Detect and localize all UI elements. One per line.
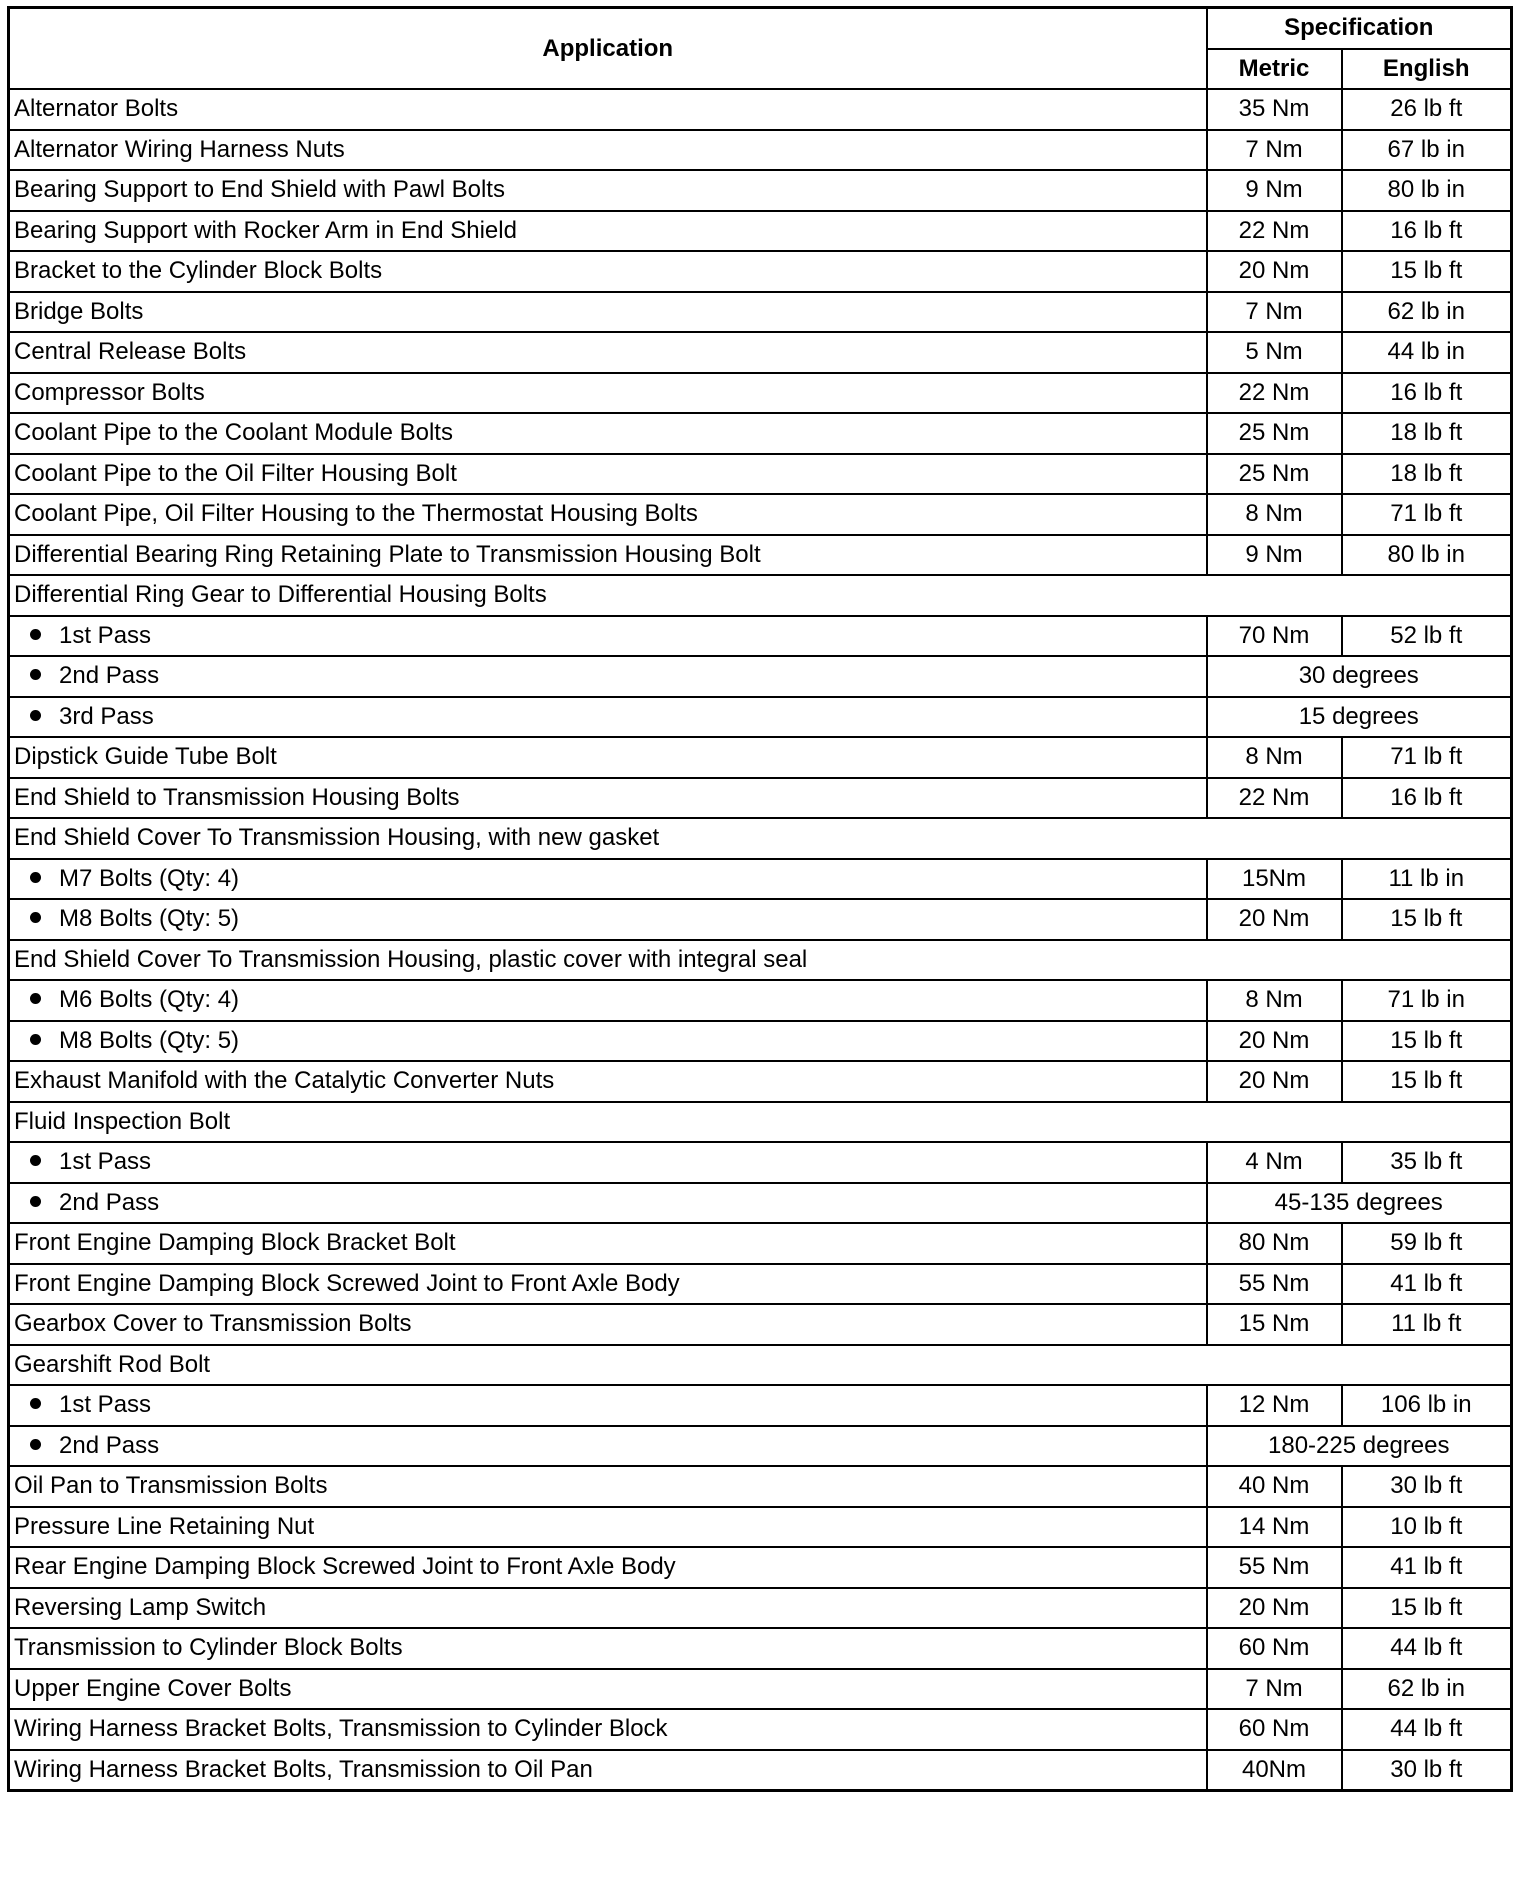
metric-cell: 25 Nm [1207, 454, 1342, 495]
table-row [9, 454, 1512, 495]
english-cell: 44 lb ft [1342, 1628, 1512, 1669]
table-group-row [9, 818, 1512, 859]
application-cell: Bearing Support to End Shield with Pawl Bolts [9, 170, 1207, 211]
table-row [9, 494, 1512, 535]
metric-cell: 40Nm [1207, 1750, 1342, 1791]
application-cell [9, 1142, 1207, 1183]
application-cell: Compressor Bolts [9, 373, 1207, 414]
english-cell: 18 lb ft [1342, 454, 1512, 495]
application-cell: Front Engine Damping Block Screwed Joint to Front Axle Body [9, 1264, 1207, 1305]
application-cell: Reversing Lamp Switch [9, 1588, 1207, 1629]
torque-specification-table [7, 6, 1513, 1792]
metric-cell: 20 Nm [1207, 1061, 1342, 1102]
header-row-top [9, 8, 1512, 49]
english-cell: 16 lb ft [1342, 211, 1512, 252]
metric-cell: 22 Nm [1207, 373, 1342, 414]
english-cell: 62 lb in [1342, 292, 1512, 333]
table-row [9, 1466, 1512, 1507]
application-cell [9, 616, 1207, 657]
application-cell: End Shield Cover To Transmission Housing, plastic cover with integral seal [9, 940, 1512, 981]
english-cell: 30 lb ft [1342, 1466, 1512, 1507]
metric-cell: 8 Nm [1207, 737, 1342, 778]
table-group-row [9, 1345, 1512, 1386]
table-row [9, 413, 1512, 454]
english-cell: 52 lb ft [1342, 616, 1512, 657]
english-cell: 15 lb ft [1342, 251, 1512, 292]
application-cell: Coolant Pipe to the Coolant Module Bolts [9, 413, 1207, 454]
metric-cell: 40 Nm [1207, 1466, 1342, 1507]
application-cell [9, 656, 1207, 697]
english-cell: 80 lb in [1342, 170, 1512, 211]
application-cell: Alternator Bolts [9, 89, 1207, 130]
bullet-icon [30, 1398, 41, 1409]
table-row [9, 332, 1512, 373]
application-label: 1st Pass [59, 621, 152, 649]
english-cell: 44 lb ft [1342, 1709, 1512, 1750]
english-cell: 18 lb ft [1342, 413, 1512, 454]
table-row [9, 535, 1512, 576]
metric-cell: 70 Nm [1207, 616, 1342, 657]
application-cell: Fluid Inspection Bolt [9, 1102, 1512, 1143]
english-cell: 106 lb in [1342, 1385, 1512, 1426]
application-label: M6 Bolts (Qty: 4) [59, 986, 240, 1014]
table-row [9, 1588, 1512, 1629]
specification-cell: 180-225 degrees [1207, 1426, 1512, 1467]
metric-cell: 25 Nm [1207, 413, 1342, 454]
application-cell: End Shield to Transmission Housing Bolts [9, 778, 1207, 819]
metric-cell: 12 Nm [1207, 1385, 1342, 1426]
table-body [9, 89, 1512, 1791]
table-row [9, 1021, 1512, 1062]
metric-cell: 15Nm [1207, 859, 1342, 900]
bullet-icon [30, 1196, 41, 1207]
english-cell: 67 lb in [1342, 130, 1512, 171]
table-row [9, 616, 1512, 657]
table-row [9, 778, 1512, 819]
table-row [9, 980, 1512, 1021]
table-header [9, 8, 1512, 90]
table-row [9, 1385, 1512, 1426]
bullet-icon [30, 872, 41, 883]
english-cell: 15 lb ft [1342, 1588, 1512, 1629]
metric-cell: 5 Nm [1207, 332, 1342, 373]
table-row [9, 1426, 1512, 1467]
application-label: 3rd Pass [59, 702, 154, 730]
metric-cell: 55 Nm [1207, 1547, 1342, 1588]
application-cell: Coolant Pipe to the Oil Filter Housing Bolt [9, 454, 1207, 495]
metric-cell: 55 Nm [1207, 1264, 1342, 1305]
application-cell: Dipstick Guide Tube Bolt [9, 737, 1207, 778]
english-cell: 11 lb ft [1342, 1304, 1512, 1345]
table-row [9, 1507, 1512, 1548]
english-cell: 15 lb ft [1342, 1061, 1512, 1102]
application-label: 2nd Pass [59, 662, 160, 690]
metric-cell: 8 Nm [1207, 494, 1342, 535]
english-cell: 41 lb ft [1342, 1547, 1512, 1588]
table-row [9, 1628, 1512, 1669]
application-cell: Bridge Bolts [9, 292, 1207, 333]
english-cell: 30 lb ft [1342, 1750, 1512, 1791]
application-cell: Upper Engine Cover Bolts [9, 1669, 1207, 1710]
application-label: M8 Bolts (Qty: 5) [59, 905, 240, 933]
application-cell: Coolant Pipe, Oil Filter Housing to the Thermostat Housing Bolts [9, 494, 1207, 535]
table-row [9, 373, 1512, 414]
application-cell: Bracket to the Cylinder Block Bolts [9, 251, 1207, 292]
application-cell [9, 1385, 1207, 1426]
metric-cell: 60 Nm [1207, 1709, 1342, 1750]
metric-cell: 20 Nm [1207, 251, 1342, 292]
specification-cell: 45-135 degrees [1207, 1183, 1512, 1224]
metric-cell: 7 Nm [1207, 292, 1342, 333]
table-row [9, 1223, 1512, 1264]
application-cell: Differential Ring Gear to Differential Housing Bolts [9, 575, 1512, 616]
application-label: 2nd Pass [59, 1188, 160, 1216]
bullet-icon [30, 710, 41, 721]
metric-cell: 60 Nm [1207, 1628, 1342, 1669]
metric-cell: 7 Nm [1207, 130, 1342, 171]
bullet-icon [30, 1439, 41, 1450]
table-row [9, 1547, 1512, 1588]
metric-cell: 14 Nm [1207, 1507, 1342, 1548]
english-column-header: English [1342, 49, 1512, 90]
application-cell: End Shield Cover To Transmission Housing, with new gasket [9, 818, 1512, 859]
bullet-icon [30, 1155, 41, 1166]
bullet-icon [30, 1034, 41, 1045]
application-cell: Wiring Harness Bracket Bolts, Transmission to Cylinder Block [9, 1709, 1207, 1750]
application-cell [9, 980, 1207, 1021]
specification-cell: 30 degrees [1207, 656, 1512, 697]
english-cell: 41 lb ft [1342, 1264, 1512, 1305]
application-cell: Oil Pan to Transmission Bolts [9, 1466, 1207, 1507]
bullet-icon [30, 669, 41, 680]
application-cell: Gearshift Rod Bolt [9, 1345, 1512, 1386]
table-row [9, 1142, 1512, 1183]
table-row [9, 130, 1512, 171]
english-cell: 62 lb in [1342, 1669, 1512, 1710]
application-cell [9, 1021, 1207, 1062]
metric-cell: 22 Nm [1207, 778, 1342, 819]
table-row [9, 1669, 1512, 1710]
bullet-icon [30, 629, 41, 640]
application-cell [9, 859, 1207, 900]
english-cell: 15 lb ft [1342, 899, 1512, 940]
application-cell: Transmission to Cylinder Block Bolts [9, 1628, 1207, 1669]
table-row [9, 1061, 1512, 1102]
application-cell: Pressure Line Retaining Nut [9, 1507, 1207, 1548]
table-row [9, 292, 1512, 333]
table-row [9, 737, 1512, 778]
english-cell: 10 lb ft [1342, 1507, 1512, 1548]
english-cell: 71 lb ft [1342, 737, 1512, 778]
table-row [9, 1709, 1512, 1750]
metric-cell: 20 Nm [1207, 1588, 1342, 1629]
application-label: 2nd Pass [59, 1431, 160, 1459]
metric-cell: 8 Nm [1207, 980, 1342, 1021]
english-cell: 35 lb ft [1342, 1142, 1512, 1183]
metric-cell: 4 Nm [1207, 1142, 1342, 1183]
application-cell [9, 1183, 1207, 1224]
table-row [9, 859, 1512, 900]
metric-cell: 22 Nm [1207, 211, 1342, 252]
table-group-row [9, 940, 1512, 981]
application-cell: Central Release Bolts [9, 332, 1207, 373]
metric-cell: 20 Nm [1207, 899, 1342, 940]
table-row [9, 89, 1512, 130]
table-row [9, 170, 1512, 211]
metric-cell: 15 Nm [1207, 1304, 1342, 1345]
application-cell: Differential Bearing Ring Retaining Plate to Transmission Housing Bolt [9, 535, 1207, 576]
application-cell: Gearbox Cover to Transmission Bolts [9, 1304, 1207, 1345]
english-cell: 26 lb ft [1342, 89, 1512, 130]
application-cell: Exhaust Manifold with the Catalytic Converter Nuts [9, 1061, 1207, 1102]
metric-cell: 9 Nm [1207, 170, 1342, 211]
english-cell: 16 lb ft [1342, 778, 1512, 819]
table-group-row [9, 575, 1512, 616]
application-cell: Alternator Wiring Harness Nuts [9, 130, 1207, 171]
application-cell [9, 1426, 1207, 1467]
application-label: M8 Bolts (Qty: 5) [59, 1026, 240, 1054]
metric-cell: 20 Nm [1207, 1021, 1342, 1062]
application-cell: Front Engine Damping Block Bracket Bolt [9, 1223, 1207, 1264]
english-cell: 11 lb in [1342, 859, 1512, 900]
application-label: M7 Bolts (Qty: 4) [59, 864, 240, 892]
table-row [9, 1183, 1512, 1224]
english-cell: 44 lb in [1342, 332, 1512, 373]
table-row [9, 251, 1512, 292]
application-cell [9, 697, 1207, 738]
application-label: 1st Pass [59, 1148, 152, 1176]
table-row [9, 899, 1512, 940]
table-row [9, 656, 1512, 697]
table-row [9, 211, 1512, 252]
table-row [9, 1264, 1512, 1305]
bullet-icon [30, 912, 41, 923]
application-cell: Rear Engine Damping Block Screwed Joint to Front Axle Body [9, 1547, 1207, 1588]
metric-cell: 7 Nm [1207, 1669, 1342, 1710]
specification-column-header: Specification [1207, 8, 1512, 49]
english-cell: 15 lb ft [1342, 1021, 1512, 1062]
english-cell: 16 lb ft [1342, 373, 1512, 414]
specification-cell: 15 degrees [1207, 697, 1512, 738]
english-cell: 59 lb ft [1342, 1223, 1512, 1264]
application-column-header: Application [9, 8, 1207, 90]
application-label: 1st Pass [59, 1391, 152, 1419]
metric-column-header: Metric [1207, 49, 1342, 90]
table-row [9, 1750, 1512, 1791]
english-cell: 80 lb in [1342, 535, 1512, 576]
english-cell: 71 lb ft [1342, 494, 1512, 535]
table-row [9, 697, 1512, 738]
table-row [9, 1304, 1512, 1345]
table-group-row [9, 1102, 1512, 1143]
bullet-icon [30, 993, 41, 1004]
metric-cell: 80 Nm [1207, 1223, 1342, 1264]
application-cell: Wiring Harness Bracket Bolts, Transmission to Oil Pan [9, 1750, 1207, 1791]
metric-cell: 9 Nm [1207, 535, 1342, 576]
application-cell: Bearing Support with Rocker Arm in End Shield [9, 211, 1207, 252]
english-cell: 71 lb in [1342, 980, 1512, 1021]
metric-cell: 35 Nm [1207, 89, 1342, 130]
application-cell [9, 899, 1207, 940]
